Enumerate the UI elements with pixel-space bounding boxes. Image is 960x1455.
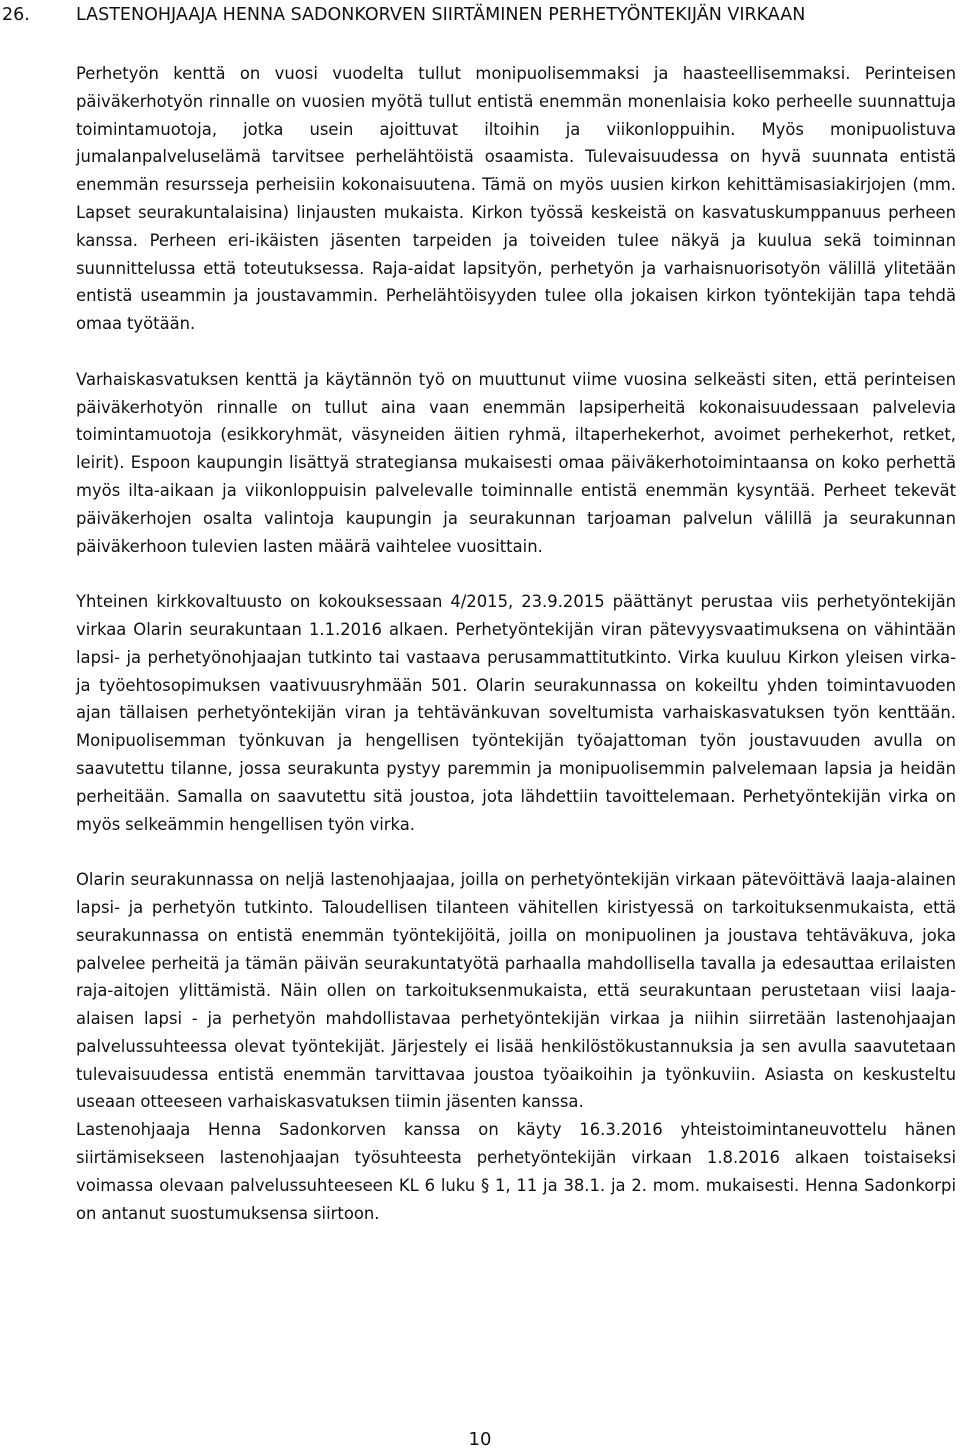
paragraph-perhetyon-kentta: Perhetyön kenttä on vuosi vuodelta tullut monipuolisemmaksi ja haasteellisemmaksi. Perinteisen päiväkerhotyön rinnalle on vuosien myötä tullut entistä enemmän monenlaisia koko perheelle suunnattuja toimintamuotoja, jotka usein ajoittuvat iltoihin ja viikonloppuihin. Myös monipuolistuva jumalanpalveluselämä tarvitsee perhelähtöistä osaamista. Tulevaisuudessa on hyvä suunnata entistä enemmän resursseja perheisiin kokonaisuutena. Tämä on myös uusien kirkon kehittämisasiakirjojen (mm. Lapset seurakuntalaisina) linjausten mukaista. Kirkon työssä keskeistä on kasvatuskumppanuus perheen kanssa. Perheen eri-ikäisten jäsenten tarpeiden ja toiveiden tulee näkyä ja kuulua sekä toiminnan suunnittelussa että toteutuksessa. Raja-aidat lapsityön, perhetyön ja varhaisnuorisotyön välillä ylitetään entistä useammin ja joustavammin. Perhelähtöisyyden tulee olla jokaisen kirkon työntekijän tapa tehdä omaa työtään. bbox=[76, 64, 956, 334]
document-body bbox=[76, 60, 956, 1227]
paragraph-varhaiskasvatus: Varhaiskasvatuksen kenttä ja käytännön työ on muuttunut viime vuosina selkeästi siten, että perinteisen päiväkerhotyön rinnalle on tullut aina vaan enemmän lapsiperheitä kokonaisuudessaan palvelevia toimintamuotoja (esikkoryhmät, väsyneiden äitien ryhmä, iltaperhekerhot, avoimet perhekerhot, retket, leirit). Espoon kaupungin lisättyä strategiansa mukaisesti omaa päiväkerhotoimintaansa on koko perhettä myös ilta-aikaan ja viikonloppuisin palvelevalle toiminnalle entistä enemmän kysyntää. Perheet tekevät päiväkerhojen osalta valintoja kaupungin ja seurakunnan tarjoaman palvelun välillä ja seurakunnan päiväkerhoon tulevien lasten määrä vaihtelee vuosittain. bbox=[76, 369, 956, 556]
section-heading bbox=[0, 0, 960, 30]
page-number: 10 bbox=[468, 1429, 492, 1450]
section-title: LASTENOHJAAJA HENNA SADONKORVEN SIIRTÄMINEN PERHETYÖNTEKIJÄN VIRKAAN bbox=[76, 5, 806, 25]
section-number: 26. bbox=[2, 5, 30, 25]
paragraph-yhteistoimintaneuvottelu: Lastenohjaaja Henna Sadonkorven kanssa on käyty 16.3.2016 yhteistoimintaneuvottelu hänen siirtämisekseen lastenohjaajan työsuhteesta perhetyöntekijän virkaan 1.8.2016 alkaen toistaiseksi voimassa olevaan palvelussuhteeseen KL 6 luku § 1, 11 ja 38.1. ja 2. mom. mukaisesti. Henna Sadonkorpi on antanut suostumuksensa siirtoon. bbox=[76, 1120, 956, 1223]
paragraph-lastenohjaajat: Olarin seurakunnassa on neljä lastenohjaajaa, joilla on perhetyöntekijän virkaan pätevöittävä laaja-alainen lapsi- ja perhetyön tutkinto. Taloudellisen tilanteen vähitellen kiristyessä on tarkoituksenmukaista, että seurakunnassa on entistä enemmän työntekijöitä, joilla on monipuolinen ja joustava tehtäväkuva, joka palvelee perheitä ja tämän päivän seurakuntatyötä parhaalla mahdollisella tavalla ja edesauttaa erilaisten raja-aitojen ylittämistä. Näin ollen on tarkoituksenmukaista, että seurakuntaan perustetaan viisi laaja-alaisen lapsi - ja perhetyön mahdollistavaa perhetyöntekijän virkaa ja niihin siirretään lastenohjaajan palvelussuhteessa olevat työntekijät. Järjestely ei lisää henkilöstökustannuksia ja sen avulla saavutetaan tulevaisuudessa entistä enemmän tarvittavaa joustoa työaikoihin ja työnkuviin. Asiasta on keskusteltu useaan otteeseen varhaiskasvatuksen tiimin jäsenten kanssa. bbox=[76, 870, 956, 1112]
paragraph-kirkkovaltuusto: Yhteinen kirkkovaltuusto on kokouksessaan 4/2015, 23.9.2015 päättänyt perustaa viis perhetyöntekijän virkaa Olarin seurakuntaan 1.1.2016 alkaen. Perhetyöntekijän viran pätevyysvaatimuksena on vähintään lapsi- ja perhetyönohjaajan tutkinto tai vastaava perusammattitutkinto. Virka kuuluu Kirkon yleisen virka- ja työehtosopimuksen vaativuusryhmään 501. Olarin seurakunnassa on kokeiltu yhden toimintavuoden ajan tällaisen perhetyöntekijän viran ja tehtävänkuvan soveltumista varhaiskasvatuksen työn kenttään. Monipuolisemman työnkuvan ja hengellisen työntekijän työajattoman työn joustavuuden avulla on saavutettu tilanne, jossa seurakunta pystyy paremmin ja monipuolisemmin palvelemaan lapsia ja heidän perheitään. Samalla on saavutettu sitä joustoa, jota lähdettiin tavoittelemaan. Perhetyöntekijän virka on myös selkeämmin hengellisen työn virka. bbox=[76, 592, 956, 834]
